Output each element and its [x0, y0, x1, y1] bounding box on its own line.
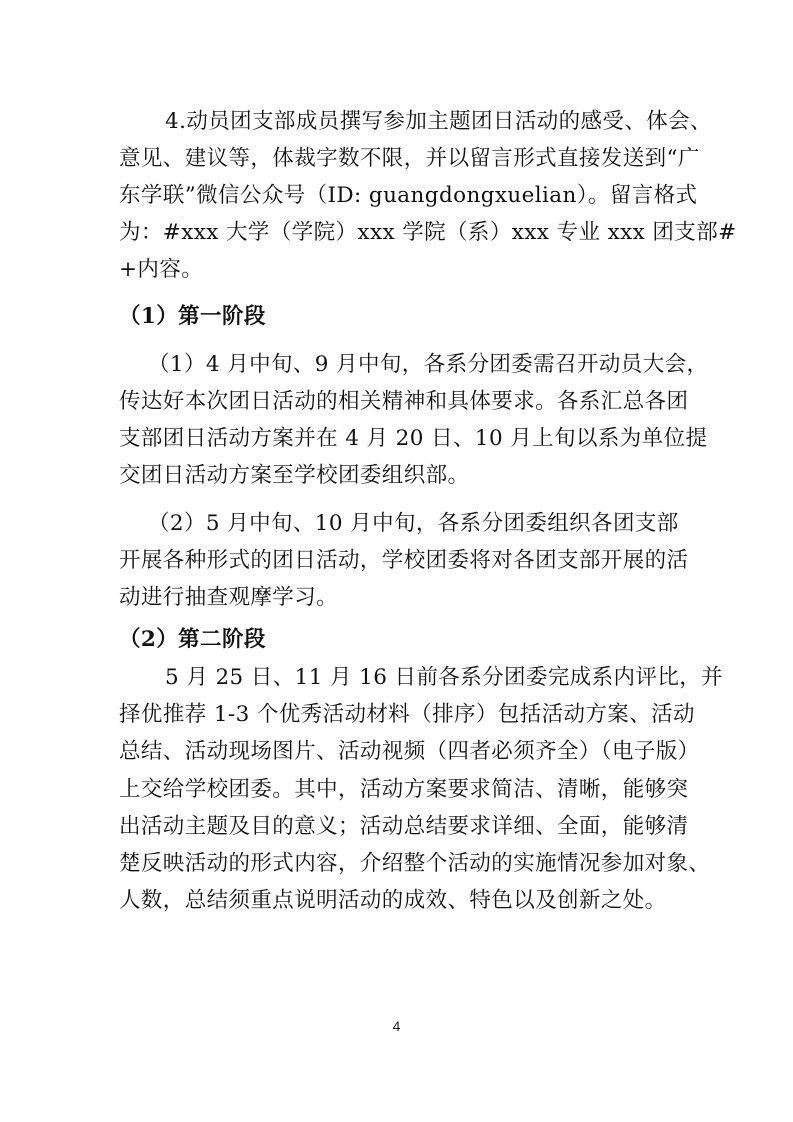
- section-heading-stage-1: （1）第一阶段: [119, 304, 266, 329]
- stage-1-item-1-line-3: 支部团日活动方案并在 4 月 20 日、10 月上旬以系为单位提: [119, 426, 708, 451]
- paragraph-4-line-2: 意见、建议等，体裁字数不限，并以留言形式直接发送到“广: [119, 146, 700, 171]
- stage-2-line-6: 楚反映活动的形式内容，介绍整个活动的实施情况参加对象、: [119, 851, 711, 876]
- paragraph-4-line-1: 4.动员团支部成员撰写参加主题团日活动的感受、体会、: [165, 109, 712, 134]
- page-number: 4: [392, 1018, 401, 1034]
- stage-2-line-3: 总结、活动现场图片、活动视频（四者必须齐全）（电子版）: [119, 739, 700, 764]
- stage-1-item-1-line-2: 传达好本次团日活动的相关精神和具体要求。各系汇总各团: [119, 389, 689, 414]
- stage-1-item-1-line-1: （1）4 月中旬、9 月中旬，各系分团委需召开动员大会，: [148, 352, 709, 377]
- paragraph-4-line-4: 为：#xxx 大学（学院）xxx 学院（系）xxx 专业 xxx 团支部#: [119, 220, 737, 245]
- stage-2-line-4: 上交给学校团委。其中，活动方案要求简洁、清晰，能够突: [119, 777, 689, 802]
- stage-1-item-2-line-3: 动进行抽查观摩学习。: [119, 585, 339, 610]
- stage-1-item-1-line-4: 交团日活动方案至学校团委组织部。: [119, 463, 470, 488]
- paragraph-4-line-3: 东学联”微信公众号（ID: guangdongxuelian）。留言格式: [119, 183, 698, 208]
- stage-2-line-1: 5 月 25 日、11 月 16 日前各系分团委完成系内评比，并: [165, 665, 724, 690]
- paragraph-4-line-5: +内容。: [119, 257, 204, 282]
- stage-2-line-2: 择优推荐 1-3 个优秀活动材料（排序）包括活动方案、活动: [119, 702, 695, 727]
- stage-2-line-5: 出活动主题及目的意义；活动总结要求详细、全面，能够清: [119, 814, 689, 839]
- stage-1-item-2-line-2: 开展各种形式的团日活动，学校团委将对各团支部开展的活: [119, 548, 689, 573]
- stage-2-line-7: 人数，总结须重点说明活动的成效、特色以及创新之处。: [119, 888, 667, 913]
- section-heading-stage-2: （2）第二阶段: [119, 627, 266, 652]
- stage-1-item-2-line-1: （2）5 月中旬、10 月中旬，各系分团委组织各团支部: [148, 511, 679, 536]
